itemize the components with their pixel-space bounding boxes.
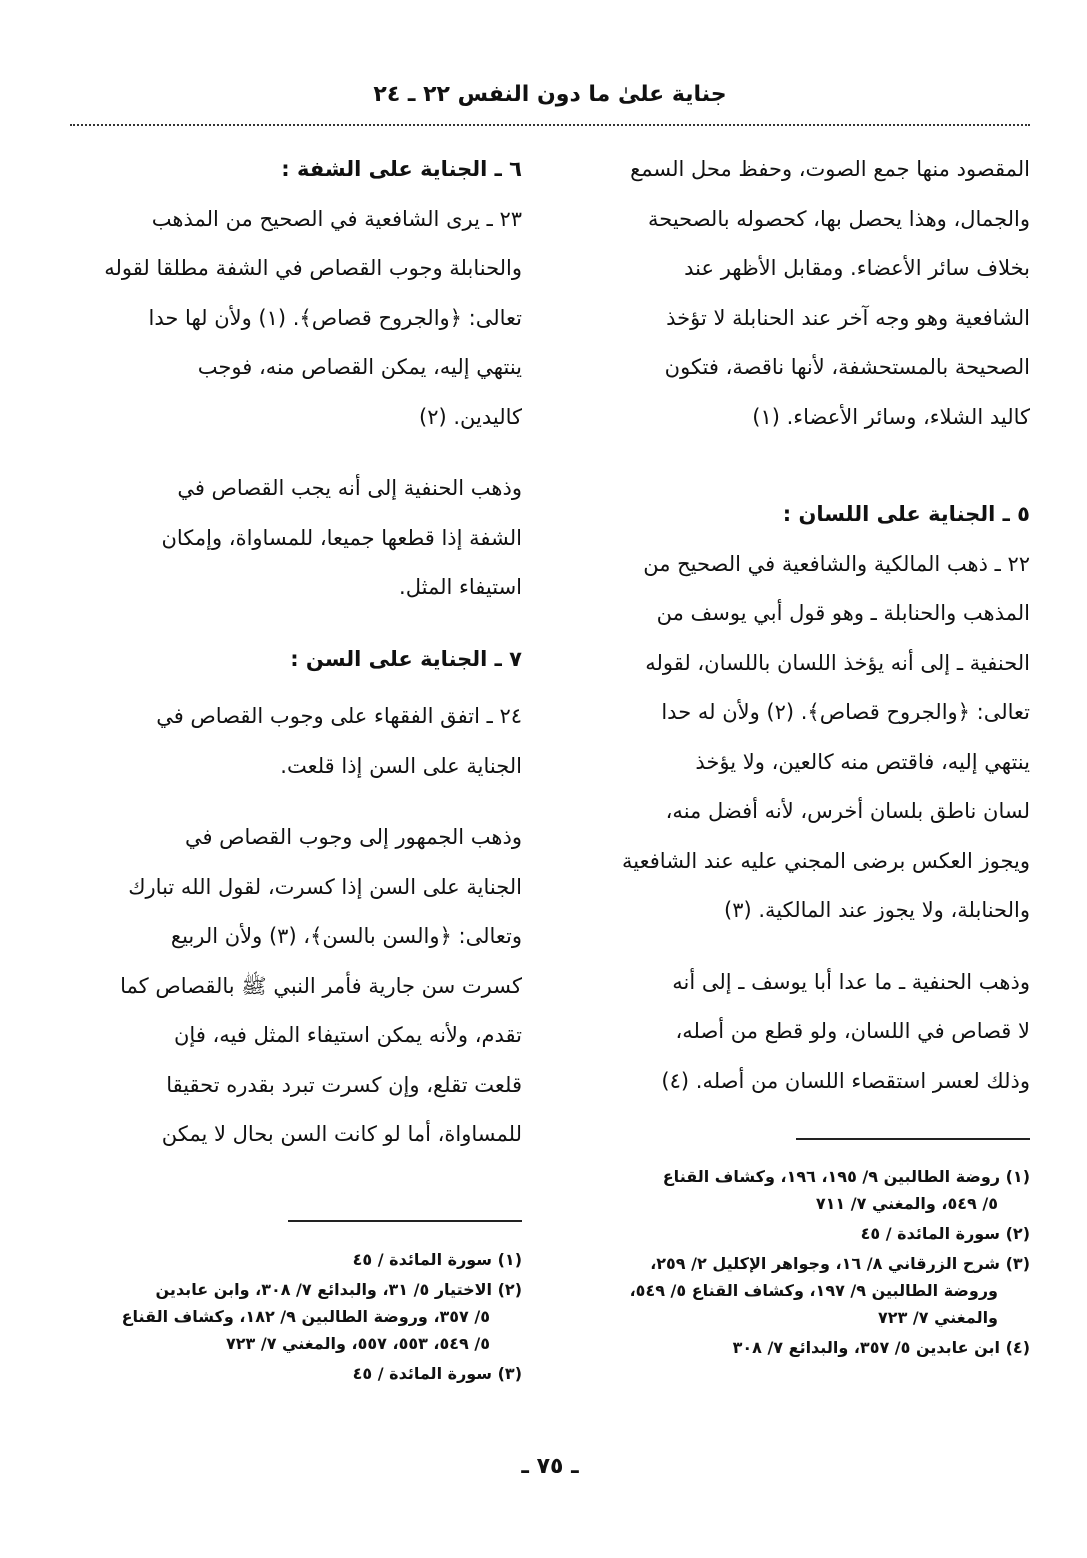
text-line: المذهب والحنابلة ـ وهو قول أبي يوسف من xyxy=(656,601,1030,625)
text-line: الجناية على السن إذا قلعت. xyxy=(280,753,522,778)
text-line: ٢٣ ـ يرى الشافعية في الصحيح من المذهب xyxy=(151,206,522,231)
paragraph-jumhur xyxy=(70,813,522,1160)
text-line: والحنابلة وجوب القصاص في الشفة مطلقا لقوله xyxy=(104,256,522,280)
footnotes-right xyxy=(578,1163,1030,1364)
footnote: (٤) ابن عابدين ٥/ ٣٥٧، والبدائع ٧/ ٣٠٨ xyxy=(732,1338,1030,1357)
footnote: (٢) سورة المائدة / ٤٥ xyxy=(860,1224,1030,1243)
text-line: استيفاء المثل. xyxy=(399,575,522,599)
footnote: (٢) الاختيار ٥/ ٣١، والبدائع ٧/ ٣٠٨، وابن عابدين ٥/ ٣٥٧، وروضة الطالبين ٩/ ١٨٢، وكشاف القناع ٥/ ٥٤٩، ٥٥٣، ٥٥٧، والمغني ٧/ ٧٢٣ xyxy=(121,1280,522,1353)
text-line: كاليد الشلاء، وسائر الأعضاء. (١) xyxy=(752,404,1030,429)
text-line: تقدم، ولأنه يمكن استيفاء المثل فيه، فإن xyxy=(174,1023,522,1047)
text-line: الصحيحة بالمستحشفة، لأنها ناقصة، فتكون xyxy=(664,355,1030,379)
text-line: المقصود منها جمع الصوت، وحفظ محل السمع xyxy=(630,157,1030,181)
section-heading-tooth: ٧ ـ الجناية على السن : xyxy=(290,646,522,671)
text-line: والحنابلة، ولا يجوز عند المالكية. (٣) xyxy=(724,898,1030,922)
page-header-title: جناية علىٰ ما دون النفس ٢٢ ـ ٢٤ xyxy=(373,82,727,107)
section-heading-tongue: ٥ ـ الجناية على اللسان : xyxy=(782,502,1030,526)
text-line: ويجوز العكس برضى المجني عليه عند الشافعية xyxy=(622,848,1030,873)
text-line: ينتهي إليه، فاقتص منه كالعين، ولا يؤخذ xyxy=(695,749,1030,774)
text-line: وذهب الحنفية ـ ما عدا أبا يوسف ـ إلى أنه xyxy=(672,969,1030,994)
text-line: وذهب الحنفية إلى أنه يجب القصاص في xyxy=(177,476,522,500)
footnote-separator-left xyxy=(288,1220,522,1222)
footnote-separator-right xyxy=(796,1138,1030,1140)
header-dotted-rule xyxy=(70,124,1030,126)
paragraph-hanafi-tongue xyxy=(578,958,1030,1107)
text-line: لسان ناطق بلسان أخرس، لأنه أفضل منه، xyxy=(665,799,1030,823)
paragraph-22 xyxy=(578,540,1030,936)
text-line: كسرت سن جارية فأمر النبي ﷺ بالقصاص كما xyxy=(120,973,522,998)
text-line: الجناية على السن إذا كسرت، لقول الله تبارك xyxy=(128,874,522,899)
footnotes-left xyxy=(70,1246,522,1390)
text-line: الشفة إذا قطعها جميعا، للمساواة، وإمكان xyxy=(161,525,522,550)
text-line: لا قصاص في اللسان، ولو قطع من أصله، xyxy=(675,1019,1030,1043)
paragraph-hanafi-lip xyxy=(70,464,522,613)
text-line: ٢٤ ـ اتفق الفقهاء على وجوب القصاص في xyxy=(156,704,522,728)
footnote: (١) روضة الطالبين ٩/ ١٩٥، ١٩٦، وكشاف القناع ٥/ ٥٤٩، والمغني ٧/ ٧١١ xyxy=(662,1167,1030,1213)
text-line: وتعالى: ﴿والسن بالسن﴾، (٣) ولأن الربيع xyxy=(170,924,522,948)
footnote: (٣) سورة المائدة / ٤٥ xyxy=(352,1364,522,1383)
text-line: ينتهي إليه، يمكن القصاص منه، فوجب xyxy=(197,355,522,379)
page-number: ـ ٧٥ ـ xyxy=(521,1454,579,1479)
text-line: تعالى: ﴿والجروح قصاص﴾. (١) ولأن لها حدا xyxy=(148,305,522,330)
footnote: (٣) شرح الزرقاني ٨/ ١٦، وجواهر الإكليل ٢/ ٢٥٩، وروضة الطالبين ٩/ ١٩٧، وكشاف القناع ٥/ ٥٤٩، والمغني ٧/ ٧٢٣ xyxy=(629,1254,1030,1327)
text-line: قلعت تقلع، وإن كسرت تبرد بقدره تحقيقا xyxy=(166,1072,522,1097)
left-column xyxy=(70,145,522,1160)
intro-paragraph xyxy=(578,145,1030,442)
text-line: تعالى: ﴿والجروح قصاص﴾. (٢) ولأن له حدا xyxy=(661,700,1030,724)
text-line: ٢٢ ـ ذهب المالكية والشافعية في الصحيح من xyxy=(643,551,1030,576)
footnote: (١) سورة المائدة / ٤٥ xyxy=(352,1250,522,1269)
paragraph-23 xyxy=(70,195,522,443)
text-line: للمساواة، أما لو كانت السن بحال لا يمكن xyxy=(161,1122,522,1146)
text-line: الشافعية وهو وجه آخر عند الحنابلة لا تؤخذ xyxy=(666,305,1030,330)
paragraph-24 xyxy=(70,692,522,791)
text-line: وذهب الجمهور إلى وجوب القصاص في xyxy=(184,825,522,849)
text-line: وذلك لعسر استقصاء اللسان من أصله. (٤) xyxy=(661,1068,1030,1093)
text-line: كاليدين. (٢) xyxy=(418,404,522,429)
text-line: الحنفية ـ إلى أنه يؤخذ اللسان باللسان، لقوله xyxy=(645,650,1030,675)
text-line: والجمال، وهذا يحصل بها، كحصوله بالصحيحة xyxy=(648,206,1030,231)
section-heading-lip: ٦ ـ الجناية على الشفة : xyxy=(281,157,522,181)
right-column xyxy=(578,145,1030,1106)
text-line: بخلاف سائر الأعضاء. ومقابل الأظهر عند xyxy=(684,256,1030,280)
